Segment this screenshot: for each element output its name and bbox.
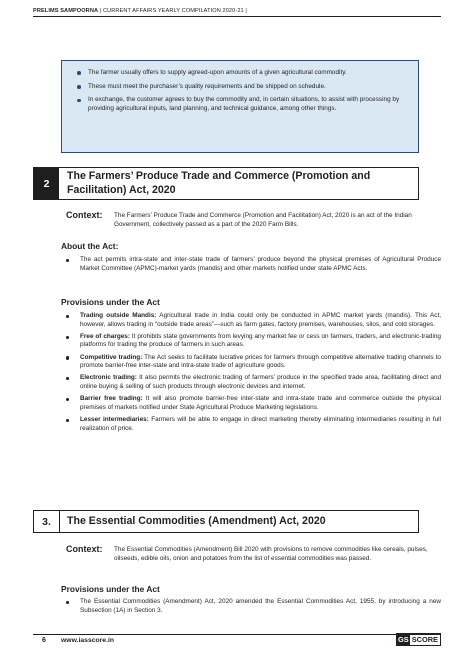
section-number: 2 [34, 168, 59, 199]
info-box-list [74, 69, 408, 113]
running-header [33, 8, 441, 14]
footer-url: www.iasscore.in [61, 637, 115, 644]
provision-text: It also permits the electronic trading of farmers’ produce in the specified trade area, facilitating direct and online buying & selling of such products through electronic devices and internet. [80, 374, 441, 390]
page-number: 6 [42, 637, 46, 644]
provision-text: It prohibits state governments from levying any market fee or cess on farmers, traders, and electronic-trading platforms for trading the produce of farmers in such areas. [80, 332, 441, 349]
context-label: Context: [66, 210, 103, 220]
list-item: The farmer usually offers to supply agreed-upon amounts of a given agricultural commodity. [74, 69, 408, 78]
list-item [61, 395, 441, 412]
provisions-heading: Provisions under the Act [61, 584, 160, 594]
provisions-heading: Provisions under the Act [61, 297, 160, 307]
about-heading: About the Act: [61, 241, 119, 251]
list-item: These must meet the purchaser’s quality requirements and be shipped on schedule. [74, 83, 408, 92]
section-2-heading [33, 167, 419, 200]
section-3-heading [33, 510, 419, 533]
list-item: In exchange, the customer agrees to buy the commodity and, in certain situations, to assist with processing by providing agricultural inputs, land planning, and technical guidance, among other things. [74, 96, 408, 113]
provision-term: Lesser intermediaries: [80, 415, 149, 423]
provision-text: It will also promote barrier-free inter-state and intra-state trade and commerce outside the physical premises of markets notified under State Agricultural Produce Marketing legislations. [80, 395, 441, 411]
list-item [61, 354, 441, 371]
list-item [61, 333, 441, 350]
info-box [61, 60, 419, 153]
context-text: The Farmers’ Produce Trade and Commerce (Promotion and Facilitation) Act, 2020 is an act of the Indian Government, collectively passed as a part of the 2020 Farm Bills. [114, 212, 412, 228]
header-brand: PRELIMS SAMPOORNA [33, 8, 99, 14]
provisions-list [61, 598, 441, 619]
list-item [61, 312, 441, 329]
logo-score: SCORE [411, 635, 438, 644]
gs-score-logo [396, 633, 441, 646]
list-item [61, 374, 441, 391]
list-item [61, 416, 441, 433]
provision-term: Electronic trading: [80, 374, 137, 382]
provision-term: Free of charges: [80, 332, 130, 340]
section-number: 3. [34, 511, 60, 532]
provision-text: Agricultural trade in India could only be conducted in APMC market yards (mandis). This Act, however, allows trading in “outside trade areas”—such as farm gates, factory premises, warehouses, silos, and cold storages. [80, 312, 442, 328]
provision-term: Trading outside Mandis: [80, 312, 157, 319]
header-subtitle: | CURRENT AFFAIRS YEARLY COMPILATION 2020-21 | [98, 8, 247, 14]
about-list [61, 256, 441, 277]
section-title: The Farmers’ Produce Trade and Commerce (Promotion and Facilitation) Act, 2020 [67, 170, 371, 196]
provisions-list [61, 312, 441, 437]
section-title: The Essential Commodities (Amendment) Act, 2020 [67, 514, 326, 527]
context-text: The Essential Commodities (Amendment) Bill 2020 with provisions to remove commodities like cereals, pulses, oilseeds, edible oils, onion and potatoes from the list of essential commodities was passed. [114, 546, 428, 562]
list-item: The Essential Commodities (Amendment) Act, 2020 amended the Essential Commodities Act, 1955, by introducing a new Subsection (1A) in Section 3. [61, 598, 441, 615]
footer-rule [33, 634, 441, 635]
provision-term: Barrier free trading: [80, 395, 143, 403]
list-item: The act permits intra-state and inter-state trade of farmers’ produce beyond the physical premises of Agricultural Produce Market Committee (APMC)-market yards (mandis) and other markets notified under state APMC Acts. [61, 256, 441, 273]
context-block [66, 546, 441, 563]
header-rule [33, 16, 441, 17]
logo-gs: GS [398, 635, 409, 644]
context-block [66, 212, 441, 229]
provision-term: Competitive trading: [80, 353, 143, 361]
provision-text: Farmers will be able to engage in direct marketing thereby eliminating intermediaries resulting in full realization of price. [80, 415, 441, 432]
provision-text: The Act seeks to facilitate lucrative prices for farmers through competitive alternative trading channels to promote barrier-free inter-state and intra-state trade of agriculture goods. [80, 353, 441, 370]
context-label: Context: [66, 544, 103, 554]
